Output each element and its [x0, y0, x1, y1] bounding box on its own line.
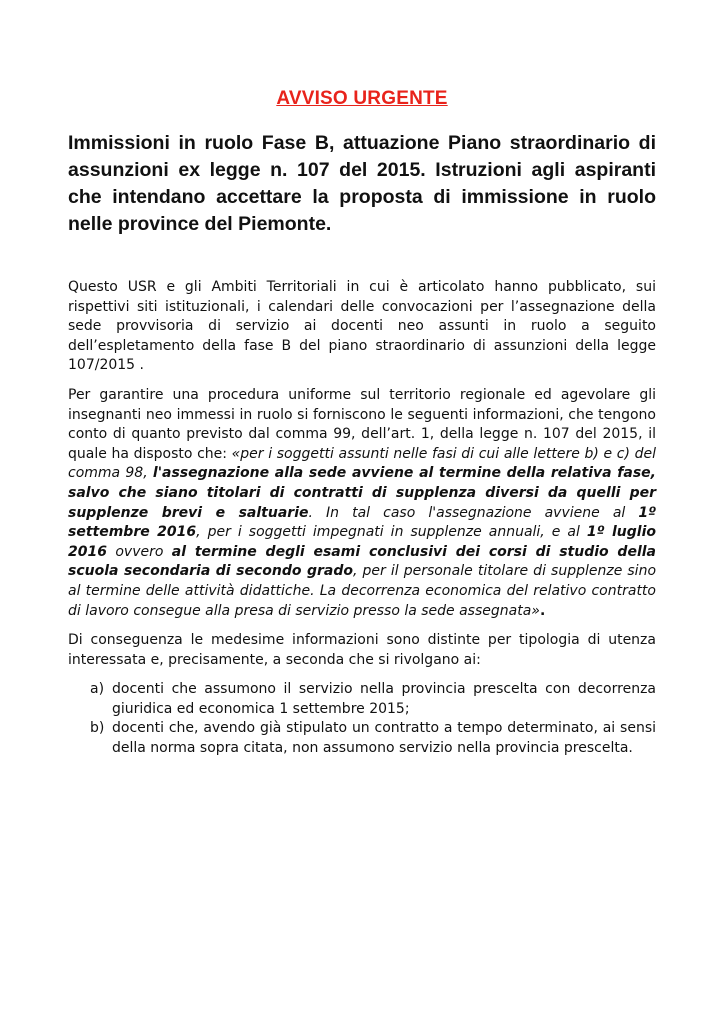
p2-quote-text-4: ovvero	[106, 543, 172, 560]
list-item	[68, 680, 656, 719]
paragraph-2	[68, 386, 656, 621]
p2-quote-emphasis-2: al termine degli esami conclusivi dei corsi di studio della scuola secondaria di secondo grado	[68, 543, 656, 580]
recipient-list	[68, 680, 656, 758]
list-item	[68, 719, 656, 758]
p2-quote-text-2: . In tal caso l'assegnazione avviene al	[308, 504, 639, 521]
p2-quote-start: «per i soggetti assunti nelle fasi di cui alle lettere b) e c) del comma 98,	[68, 445, 656, 482]
p2-quote-emphasis-1: l'assegnazione alla sede avviene al termine della relativa fase, salvo che siano titolari di contratti di supplenza diversi da quelli per supplenze brevi e saltuarie	[68, 465, 656, 521]
p2-quote-text-3: , per i soggetti impegnati in supplenze annuali, e al	[196, 524, 587, 541]
urgent-heading: AVVISO URGENTE	[276, 88, 448, 109]
p2-date-july: 1º luglio 2016	[68, 524, 656, 560]
p2-intro: Per garantire una procedura uniforme sul territorio regionale ed agevolare gli insegnanti neo immessi in ruolo si forniscono le seguenti informazioni, che tengono conto di quanto previsto dal comma 99, dell’art. 1, della legge n. 107 del 2015, il quale ha disposto che:	[68, 386, 656, 462]
p2-date-september: 1º settembre 2016	[68, 504, 657, 541]
list-marker: a)	[90, 681, 105, 698]
list-item-text: docenti che, avendo già stipulato un contratto a tempo determinato, ai sensi della norma sopra citata, non assumono servizio nella provincia prescelta.	[112, 720, 656, 757]
list-item-text: docenti che assumono il servizio nella provincia prescelta con decorrenza giuridica ed economica 1 settembre 2015;	[112, 681, 656, 717]
paragraph-3: Di conseguenza le medesime informazioni sono distinte per tipologia di utenza interessata e, precisamente, a seconda che si rivolgano ai:	[68, 632, 656, 668]
p2-quote-end: , per il personale titolare di supplenze sino al termine delle attività didattiche. La decorrenza economica del relativo contratto di lavoro consegue alla presa di servizio presso la sede assegnata»	[68, 563, 657, 619]
list-marker: b)	[90, 720, 105, 737]
document-title: Immissioni in ruolo Fase B, attuazione Piano straordinario di assunzioni ex legge n. 107 del 2015. Istruzioni agli aspiranti che intendano accettare la proposta di immissione in ruolo nelle province del Piemonte.	[68, 132, 656, 235]
p2-final-period: .	[539, 602, 546, 619]
paragraph-1: Questo USR e gli Ambiti Territoriali in cui è articolato hanno pubblicato, sui rispettivi siti istituzionali, i calendari delle convocazioni per l’assegnazione della sede provvisoria di servizio ai docenti neo assunti in ruolo a seguito dell’espletamento della fase B del piano straordinario di assunzioni della legge 107/2015 .	[68, 279, 656, 374]
